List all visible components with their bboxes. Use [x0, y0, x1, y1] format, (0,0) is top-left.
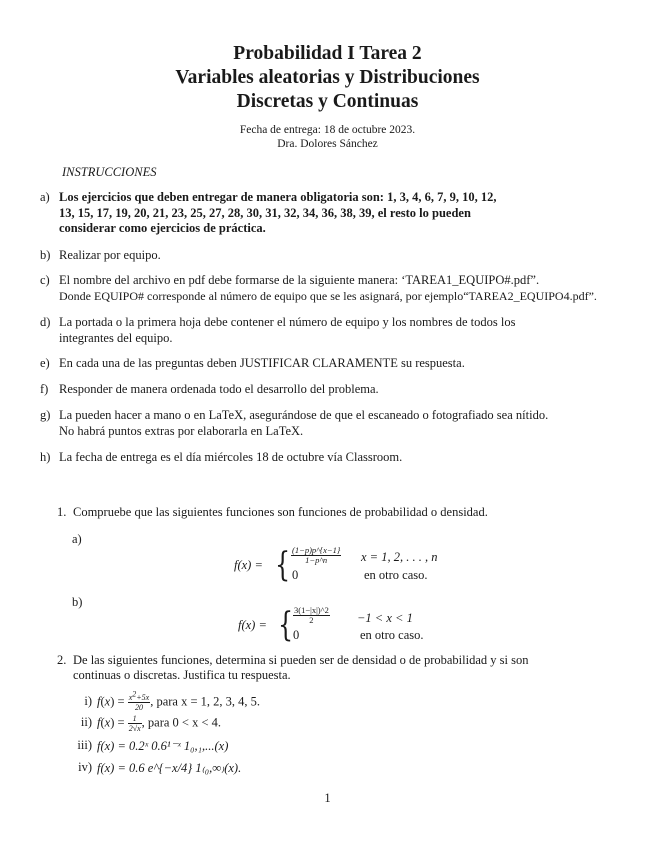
- subitem-iv-text: f(x) = 0.6 e^{−x/4} 1₍₀,∞₎(x).: [97, 761, 242, 775]
- instruction-line: La pueden hacer a mano o en LaTeX, asegurándose de que el escaneado o fotografiado sea nítido.: [59, 408, 549, 422]
- instruction-label: b): [40, 248, 51, 262]
- instructions-heading: INSTRUCCIONES: [62, 165, 157, 179]
- instruction-label: f): [40, 382, 49, 396]
- problem-text: Compruebe que las siguientes funciones son funciones de probabilidad o densidad.: [73, 505, 488, 519]
- problem-number: 1.: [57, 505, 67, 519]
- equation-lhs: f(x) =: [234, 558, 263, 572]
- subitem-label: ii): [80, 715, 92, 729]
- instruction-label: g): [40, 408, 51, 422]
- left-brace: {: [275, 545, 291, 585]
- problem-text-line-2: continuas o discretas. Justifica tu respuesta.: [73, 668, 291, 682]
- subitem-label: iv): [78, 760, 92, 774]
- fraction: [291, 546, 341, 565]
- condition-2: en otro caso.: [360, 628, 424, 642]
- instruction-line: Donde EQUIPO# corresponde al número de equipo que se les asignará, por ejemplo“TAREA2_EQUIPO4.pdf”.: [59, 288, 597, 303]
- instruction-label: e): [40, 356, 50, 370]
- instruction-line: Realizar por equipo.: [59, 248, 161, 262]
- condition-1: x = 1, 2, . . . , n: [361, 550, 438, 564]
- fraction-denominator: 2: [309, 615, 314, 625]
- subitem-label: iii): [77, 738, 92, 752]
- fraction: [293, 606, 330, 625]
- instruction-line: En cada una de las preguntas deben JUSTIFICAR CLARAMENTE su respuesta.: [59, 356, 465, 370]
- subitem-ii-text: f(x) = $\frac{1}{2√x}$ , para 0 < x < 4.: [97, 714, 221, 733]
- left-brace: {: [278, 605, 294, 645]
- condition-1: −1 < x < 1: [357, 611, 413, 625]
- subitem-i-text: f(x) = $\frac{x^2+5x}{20}$ , para x = 1, 2, 3, 4, 5.: [97, 689, 261, 712]
- instruction-label: h): [40, 450, 51, 464]
- problem-number: 2.: [57, 653, 67, 667]
- title-line-1: Probabilidad I Tarea 2: [233, 43, 422, 64]
- subitem-text: , para 0 < x < 4.: [141, 715, 221, 730]
- due-date: Fecha de entrega: 18 de octubre 2023.: [239, 124, 416, 136]
- problem-1b-label: b): [72, 595, 83, 609]
- title-line-2: Variables aleatorias y Distribuciones: [175, 67, 480, 88]
- instruction-line: considerar como ejercicios de práctica.: [59, 221, 266, 235]
- condition-2: en otro caso.: [364, 568, 428, 582]
- instruction-label: a): [40, 190, 50, 204]
- instruction-line: No habrá puntos extras por elaborarla en LaTeX.: [59, 423, 304, 438]
- equation-lhs: f(x) =: [238, 618, 267, 632]
- instruction-label: d): [40, 315, 51, 329]
- subitem-label: i): [84, 694, 92, 708]
- instruction-label: c): [40, 273, 50, 287]
- instruction-line: La fecha de entrega es el día miércoles 18 de octubre vía Classroom.: [59, 450, 403, 464]
- instruction-line: La portada o la primera hoja debe contener el número de equipo y los nombres de todos los: [59, 315, 516, 329]
- instruction-line: El nombre del archivo en pdf debe formarse de la siguiente manera: ‘TAREA1_EQUIPO#.pdf”.: [59, 273, 540, 287]
- zero-value: 0: [293, 628, 300, 642]
- teacher-name: Dra. Dolores Sánchez: [277, 138, 378, 150]
- instruction-line: Responder de manera ordenada todo el desarrollo del problema.: [59, 382, 379, 396]
- instruction-line: 13, 15, 17, 19, 20, 21, 23, 25, 27, 28, 30, 31, 32, 34, 36, 38, 39, el resto lo pueden: [59, 205, 471, 220]
- fraction-numerator: (1−p)p^{x−1}: [292, 545, 341, 555]
- fraction-numerator: 3(1−|x|)^2: [294, 605, 329, 615]
- fraction-denominator: 1−p^n: [305, 555, 328, 565]
- title-line-3: Discretas y Continuas: [236, 91, 419, 112]
- problem-text-line-1: De las siguientes funciones, determina si pueden ser de densidad o de probabilidad y si son: [73, 653, 529, 667]
- instruction-line: integrantes del equipo.: [59, 330, 173, 345]
- subitem-iii-text: f(x) = 0.2ˣ 0.6¹⁻ˣ 1₀,₁,...(x): [97, 739, 229, 753]
- zero-value: 0: [292, 568, 299, 582]
- page-number: 1: [324, 791, 331, 805]
- subitem-text: , para x = 1, 2, 3, 4, 5.: [150, 694, 261, 709]
- instruction-line: Los ejercicios que deben entregar de manera obligatoria son: 1, 3, 4, 6, 7, 9, 10, 12,: [59, 190, 497, 204]
- problem-1a-label: a): [72, 532, 82, 546]
